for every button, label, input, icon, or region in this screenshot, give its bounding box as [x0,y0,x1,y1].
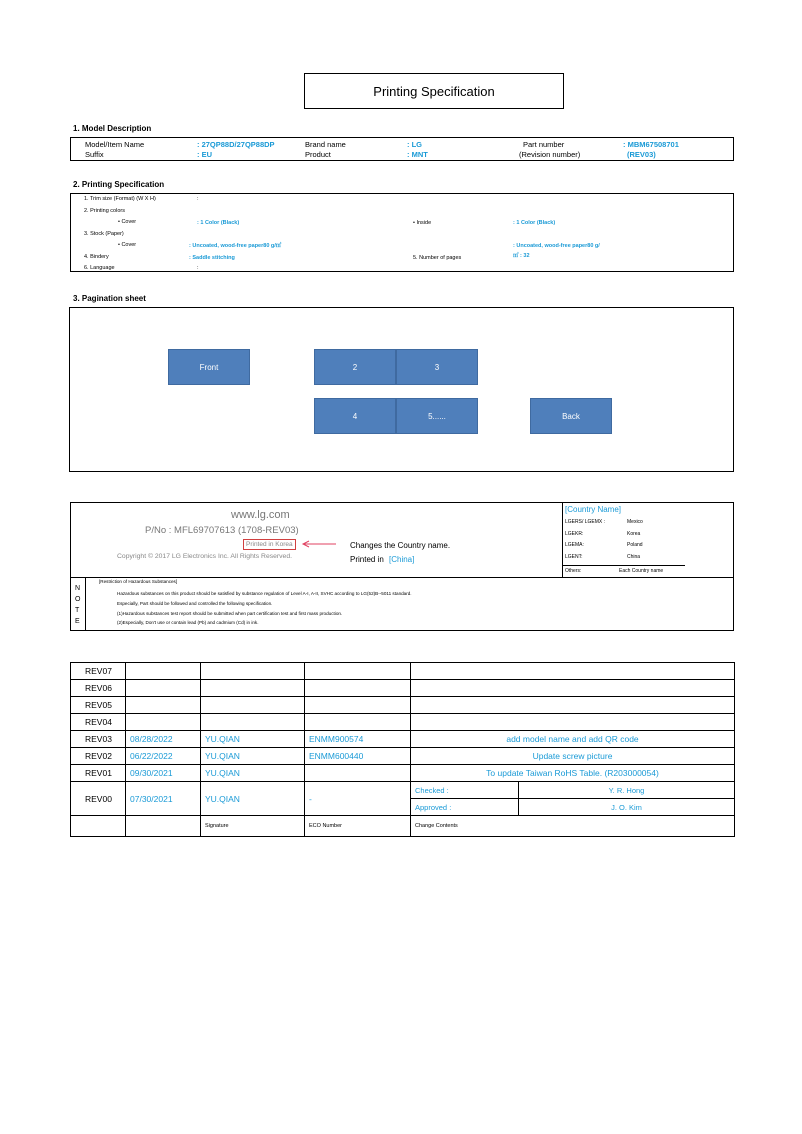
model-description-box [70,137,734,161]
name-cell: YU.QIAN [201,782,305,816]
note-letter-o: O [75,596,81,603]
country-heading: [Country Name] [565,505,622,514]
date-cell: 09/30/2021 [126,765,201,782]
checked-value: Y. R. Hong [519,782,735,799]
revision-value: (REV03) [627,150,656,159]
table-footer-row [71,816,735,837]
approved-label: Approved : [411,799,519,816]
contents-cell: Update screw picture [411,748,735,765]
revision-table [70,662,735,837]
contents-cell [411,680,735,697]
footer-empty-cell [126,816,201,837]
country-name-0: Mexico [627,519,643,525]
part-value: : MBM67508701 [623,140,679,149]
page-block-5: 5...... [396,398,478,434]
others-rule [563,565,685,566]
trim-value: : [197,196,199,202]
rev-cell: REV05 [71,697,126,714]
country-panel [563,503,733,577]
change-note: Changes the Country name. [350,541,451,550]
trim-label: 1. Trim size (Format) (W X H) [84,196,156,202]
name-cell [201,663,305,680]
stock-cover-value: : Uncoated, wood-free paper80 g/㎡ [189,243,282,249]
rev-cell: REV02 [71,748,126,765]
checked-label: Checked : [411,782,519,799]
stock-cover-label: • Cover [118,242,137,248]
section3-heading: 3. Pagination sheet [73,294,146,303]
date-cell [126,697,201,714]
rev-cell: REV07 [71,663,126,680]
eco-cell [305,765,411,782]
label-divider [71,577,733,578]
arrow-left-icon [301,540,337,548]
contents-cell: add model name and add QR code [411,731,735,748]
date-cell: 06/22/2022 [126,748,201,765]
name-cell: YU.QIAN [201,765,305,782]
note-line-0: [Restriction of Hazardous Substances] [99,579,178,584]
rev-cell: REV06 [71,680,126,697]
country-name-4: Each Country name [619,568,664,574]
date-cell [126,663,201,680]
language-value: : [197,265,199,271]
model-value: : 27QP88D/27QP88DP [197,140,275,149]
date-cell [126,680,201,697]
stock-inside-value: : Uncoated, wood-free paper80 g/ [513,243,600,249]
printing-spec-box [70,193,734,272]
name-cell [201,714,305,731]
rev-cell: REV04 [71,714,126,731]
bindery-label: 4. Bindery [84,254,109,260]
suffix-value: : EU [197,150,212,159]
inside-label: • Inside [413,220,432,226]
eco-cell [305,680,411,697]
note-divider [85,578,86,630]
printed-in-label: Printed in [350,555,384,564]
pages-label: 5. Number of pages [413,255,462,261]
page-block-4: 4 [314,398,396,434]
contents-cell [411,697,735,714]
inside-color: : 1 Color (Black) [513,220,556,226]
footer-signature: Signature [201,816,305,837]
name-cell: YU.QIAN [201,748,305,765]
note-line-1: Hazardous substances on this product should be satisfied by substance regulation of Level A-I, A-II, SVHC according to LG(52)B--5011 standard. [117,591,412,596]
section2-heading: 2. Printing Specification [73,180,165,189]
suffix-label: Suffix [85,150,104,159]
note-line-3: (1)Hazardous substances test report should be submitted when part certification test and first mass production. [117,611,343,616]
note-letters [75,583,80,627]
contents-cell [411,714,735,731]
table-row [71,714,735,731]
note-line-2: Especially, Part should be followed and controlled the following specification. [117,601,273,606]
rev-cell: REV00 [71,782,126,816]
country-name-2: Poland [627,542,643,548]
country-name-3: China [627,554,641,560]
footer-empty-cell [71,816,126,837]
language-label: 6. Language [84,265,115,271]
country-name-1: Korea [627,531,641,537]
stock-label: 3. Stock (Paper) [84,231,124,237]
page-title: Printing Specification [373,83,495,99]
eco-cell [305,663,411,680]
eco-cell [305,697,411,714]
table-row [71,680,735,697]
label-printed-in: Printed in Korea [243,539,296,550]
footer-eco: ECO Number [305,816,411,837]
footer-contents: Change Contents [411,816,735,837]
label-url: www.lg.com [231,509,290,521]
note-letter-n: N [75,585,81,592]
title-box [304,73,564,109]
brand-value: : LG [407,140,422,149]
eco-cell: ENMM600440 [305,748,411,765]
cover-label: • Cover [118,219,137,225]
model-label: Model/Item Name [85,140,145,149]
table-row [71,782,735,799]
contents-cell: To update Taiwan RoHS Table. (R203000054) [411,765,735,782]
label-copyright: Copyright © 2017 LG Electronics Inc. All Rights Reserved. [117,553,293,560]
product-label: Product [305,150,331,159]
contents-cell [411,663,735,680]
page-block-front: Front [168,349,250,385]
rev-cell: REV03 [71,731,126,748]
product-value: : MNT [407,150,428,159]
table-row [71,663,735,680]
country-code-0: LGERS/ LGEMX : [565,519,606,525]
date-cell [126,714,201,731]
label-box [70,502,734,631]
part-label: Part number [523,140,565,149]
table-row [71,697,735,714]
name-cell [201,697,305,714]
table-row [71,748,735,765]
label-pno: P/No : MFL69707613 (1708-REV03) [145,525,299,536]
pages-value: ㎡ : 32 [513,253,530,259]
country-code-4: Others: [565,568,582,574]
rev-cell: REV01 [71,765,126,782]
bindery-value: : Saddle stitching [189,255,235,261]
revision-label: (Revision number) [519,150,581,159]
brand-label: Brand name [305,140,346,149]
approved-value: J. O. Kim [519,799,735,816]
country-code-1: LGEKR: [565,531,584,537]
name-cell [201,680,305,697]
country-code-3: LGENT: [565,554,583,560]
eco-cell [305,714,411,731]
note-letter-e: E [75,618,80,625]
page-block-3: 3 [396,349,478,385]
page-block-2: 2 [314,349,396,385]
name-cell: YU.QIAN [201,731,305,748]
table-row [71,731,735,748]
eco-cell: - [305,782,411,816]
note-line-4: (2)Especially, Don't use or contain lead (Pb) and cadmium (Cd) in ink. [117,620,259,625]
cover-color: : 1 Color (Black) [197,220,240,226]
table-row [71,765,735,782]
date-cell: 07/30/2021 [126,782,201,816]
eco-cell: ENMM900574 [305,731,411,748]
country-code-2: LGEMA: [565,542,584,548]
note-letter-t: T [75,607,80,614]
printed-in-value: [China] [389,555,415,564]
section1-heading: 1. Model Description [73,124,152,133]
date-cell: 08/28/2022 [126,731,201,748]
pagination-box [69,307,734,472]
colors-label: 2. Printing colors [84,208,125,214]
page-block-back: Back [530,398,612,434]
